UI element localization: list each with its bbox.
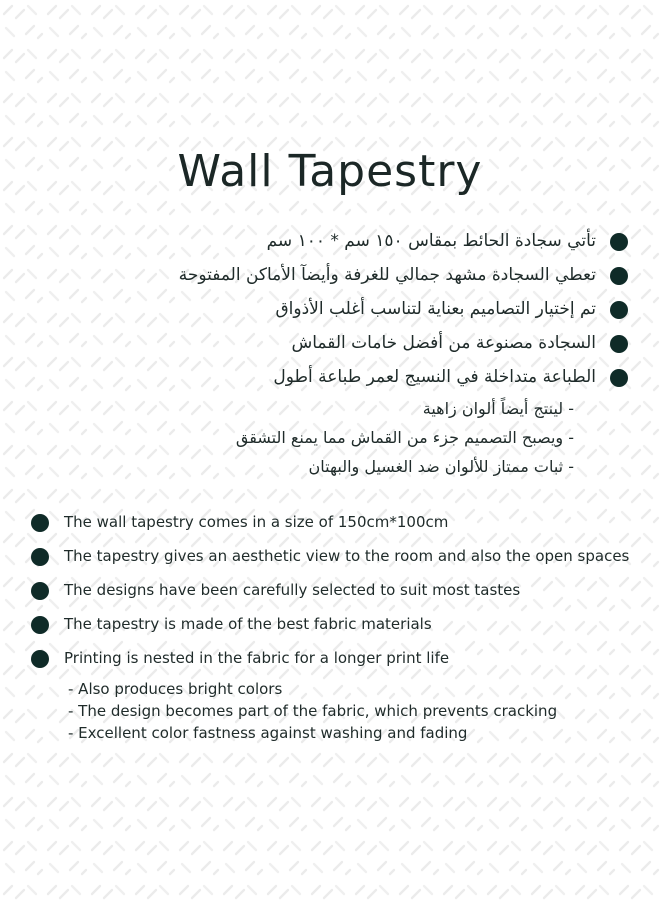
english-sub-item: - Excellent color fastness against washing and fading [68, 724, 468, 742]
english-feature-item [30, 610, 650, 644]
english-feature-text: The wall tapestry comes in a size of 150cm*100cm [64, 513, 449, 531]
english-feature-item [30, 576, 650, 610]
bullet-icon [610, 233, 628, 251]
arabic-feature-item [50, 260, 630, 294]
english-feature-item [30, 542, 650, 576]
english-feature-text: The tapestry gives an aesthetic view to the room and also the open spaces [64, 547, 630, 565]
bullet-icon [31, 616, 49, 634]
arabic-feature-item [50, 328, 630, 362]
bullet-icon [31, 548, 49, 566]
bullet-icon [610, 267, 628, 285]
english-features-list [30, 508, 650, 744]
english-feature-text: The designs have been carefully selected to suit most tastes [64, 581, 521, 599]
bullet-icon [610, 301, 628, 319]
arabic-feature-item [50, 362, 630, 396]
english-sub-item: - Also produces bright colors [68, 680, 283, 698]
english-feature-text: Printing is nested in the fabric for a longer print life [64, 649, 450, 667]
page-title: Wall Tapestry [177, 146, 483, 197]
arabic-sub-list-wrapper [50, 396, 630, 483]
bullet-icon [610, 369, 628, 387]
bullet-icon [31, 650, 49, 668]
arabic-features-list [50, 226, 630, 483]
arabic-feature-text: تأتي سجادة الحائط بمقاس ١٥٠ سم * ١٠٠ سم [266, 231, 596, 251]
arabic-feature-text: السجادة مصنوعة من أفضل خامات القماش [291, 333, 596, 353]
arabic-sub-item: - ويصبح التصميم جزء من القماش مما يمنع التشقق [235, 428, 574, 447]
arabic-feature-text: الطباعة متداخلة في النسيج لعمر طباعة أطول [273, 367, 596, 387]
bullet-icon [31, 582, 49, 600]
arabic-sub-item: - ثبات ممتاز للألوان ضد الغسيل والبهتان [308, 457, 574, 476]
bullet-icon [610, 335, 628, 353]
arabic-feature-text: تم إختيار التصاميم بعناية لتناسب أغلب الأذواق [275, 299, 596, 319]
bullet-icon [31, 514, 49, 532]
english-feature-text: The tapestry is made of the best fabric materials [64, 615, 432, 633]
english-feature-item [30, 644, 650, 678]
english-sub-list [30, 678, 650, 744]
arabic-feature-item [50, 226, 630, 260]
english-feature-item [30, 508, 650, 542]
english-sub-list-wrapper [30, 678, 650, 744]
arabic-feature-item [50, 294, 630, 328]
arabic-feature-text: تعطي السجادة مشهد جمالي للغرفة وأيضآ الأماكن المفتوحة [178, 265, 596, 285]
arabic-sub-list [50, 396, 630, 483]
english-sub-item: - The design becomes part of the fabric, which prevents cracking [68, 702, 558, 720]
arabic-sub-item: - لينتج أيضاً ألوان زاهية [422, 399, 574, 418]
